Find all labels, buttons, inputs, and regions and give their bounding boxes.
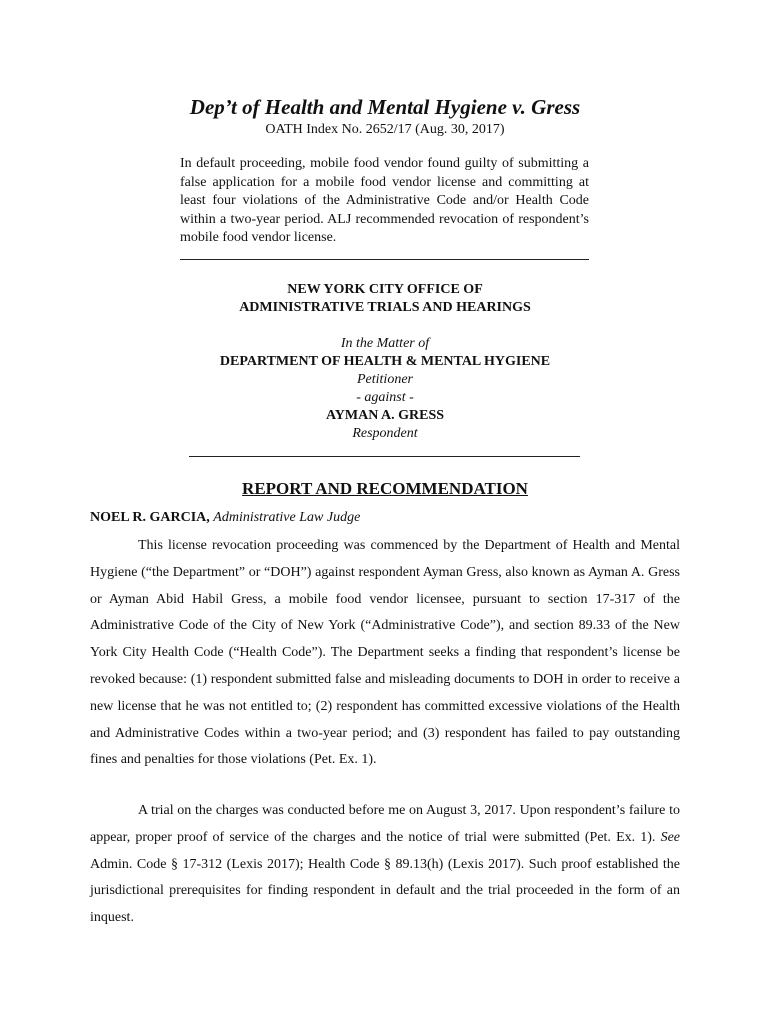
report-heading: REPORT AND RECOMMENDATION bbox=[242, 479, 528, 498]
matter-label: In the Matter of bbox=[340, 336, 430, 351]
body-paragraph-1: This license revocation proceeding was commenced by the Department of Health and Mental Hygiene (“the Department” or “DOH”) against respondent Ayman Gress, also known as Ayman A. Gress or Ayman Abid Habil Gress, a mobile food vendor licensee, pursuant to section 17-317 of the Administrative Code of the City of New York (“Administrative Code”), and section 89.33 of the New York City Health Code (“Health Code”). The Department seeks a finding that respondent’s license be revoked because: (1) respondent submitted false and misleading documents to DOH in order to receive a new license that he was not entitled to; (2) respondent has committed excessive violations of the Health and Administrative Codes within a two-year period; and (3) respondent has failed to pay outstanding fines and penalties for those violations (Pet. Ex. 1). bbox=[90, 538, 680, 768]
judge-line bbox=[90, 509, 360, 527]
petitioner-role: Petitioner bbox=[357, 372, 413, 387]
against-label: - against - bbox=[356, 390, 414, 405]
judge-title: Administrative Law Judge bbox=[213, 510, 361, 525]
office-name-line-2: ADMINISTRATIVE TRIALS AND HEARINGS bbox=[239, 300, 531, 315]
case-title: Dep’t of Health and Mental Hygiene v. Gress bbox=[189, 95, 581, 119]
paragraph-2-see: See bbox=[660, 829, 680, 845]
divider-line bbox=[180, 259, 589, 260]
paragraph-2-text-b: Admin. Code § 17-312 (Lexis 2017); Health Code § 89.13(h) (Lexis 2017). Such proof established the jurisdictional prerequisites for finding respondent in default and the trial proceeded in the form of an inquest. bbox=[90, 856, 680, 926]
office-name-line-1: NEW YORK CITY OFFICE OF bbox=[287, 282, 483, 297]
case-index: OATH Index No. 2652/17 (Aug. 30, 2017) bbox=[265, 122, 505, 137]
petitioner-name: DEPARTMENT OF HEALTH & MENTAL HYGIENE bbox=[219, 354, 551, 369]
respondent-name: AYMAN A. GRESS bbox=[325, 408, 445, 423]
respondent-role: Respondent bbox=[352, 426, 418, 441]
paragraph-2-text-a: A trial on the charges was conducted before me on August 3, 2017. Upon respondent’s failure to appear, proper proof of service of the charges and the notice of trial were submitted (Pet. Ex. 1). bbox=[90, 803, 680, 845]
divider-line bbox=[189, 456, 580, 457]
body-paragraph-2 bbox=[90, 798, 680, 932]
judge-name: NOEL R. GARCIA, bbox=[90, 510, 210, 525]
case-summary: In default proceeding, mobile food vendor found guilty of submitting a false application for a mobile food vendor license and committing at least four violations of the Administrative Code and/or Health Code within a two-year period. ALJ recommended revocation of respondent’s mobile food vendor license. bbox=[180, 156, 589, 245]
